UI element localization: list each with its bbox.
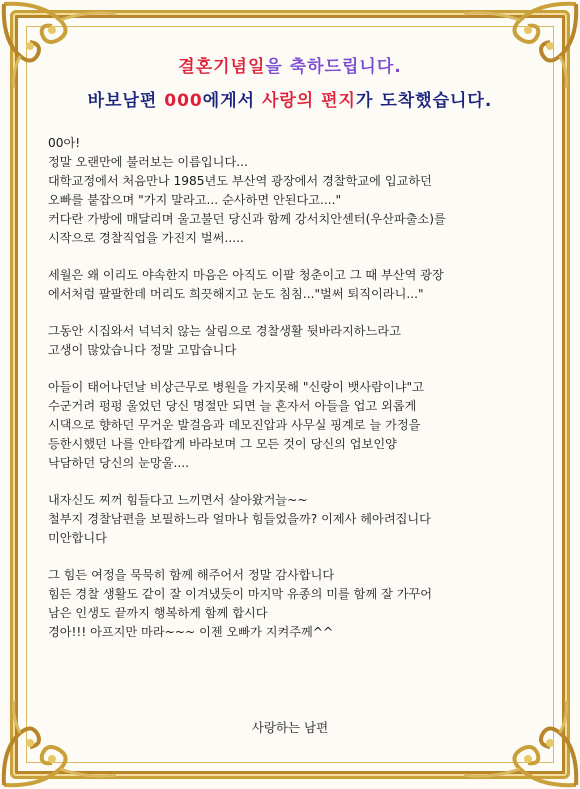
paragraph-gap: [48, 360, 548, 378]
letter-body: [48, 134, 548, 642]
letter-line: 시댁으로 향하던 무거운 발걸음과 데모진압과 사무실 핑계로 늘 가정을: [48, 418, 421, 432]
paragraph-gap: [48, 248, 548, 266]
anniversary-title: [0, 52, 580, 77]
letter-line: 철부지 경찰남편을 보필하느라 얼마나 힘들었을까? 이제사 헤아려집니다: [48, 512, 431, 526]
love-letter-text: 사랑의 편지: [261, 91, 356, 111]
title-congrats-text: 을 축하드립니다.: [265, 57, 402, 77]
letter-line: 대학교정에서 처음만나 1985년도 부산역 광장에서 경찰학교에 입교하던: [48, 174, 432, 188]
letter-line: 오빠를 붙잡으며 "가지 말라고... 순사하면 안된다고....": [48, 193, 342, 207]
sender-label: 바보남편: [87, 91, 165, 111]
letter-line: 수군거려 펑펑 울었던 당신 명절만 되면 늘 혼자서 아들을 업고 외롭게: [48, 399, 417, 413]
letter-line: 세월은 왜 이리도 야속한지 마음은 아직도 이팔 청춘이고 그 때 부산역 광장: [48, 268, 444, 282]
paragraph-gap: [48, 473, 548, 491]
signature: 사랑하는 남편: [251, 720, 329, 735]
title-from-text: 에게서: [202, 91, 262, 111]
title-anniversary-word: 결혼기념일: [178, 57, 266, 77]
letter-line: 시작으로 경찰직업을 가진지 벌써.....: [48, 231, 244, 245]
corner-ornament-icon: [0, 699, 120, 789]
paragraph-gap: [48, 304, 548, 322]
letter-line: 커다란 가방에 매달리며 울고불던 당신과 함께 강서치안센터(우산파출소)를: [48, 212, 446, 226]
letter-line: 내자신도 찌꺼 힘들다고 느끼면서 살아왔거늘~~: [48, 493, 308, 507]
paragraph-gap: [48, 548, 548, 566]
corner-ornament-icon: [460, 699, 580, 789]
letter-line: 에서처럼 팔팔한데 머리도 희끗해지고 눈도 침침..."벌써 퇴직이라니...": [48, 287, 424, 301]
letter-arrival-title: [0, 86, 580, 111]
letter-line: 고생이 많았습니다 정말 고맙습니다: [48, 343, 237, 357]
letter-line: 낙담하던 당신의 눈망울....: [48, 456, 189, 470]
letter-line: 등한시했던 나를 안타깝게 바라보며 그 모든 것이 당신의 업보인양: [48, 437, 397, 451]
letter-line: 경아!!! 아프지만 마라~~~ 이젠 오빠가 지켜주께^^: [48, 625, 334, 639]
letter-line: 아들이 태어나던날 비상근무로 병원을 가지못해 "신랑이 뱃사람이냐"고: [48, 380, 424, 394]
letter-line: 00아!: [48, 136, 81, 150]
letter-line: 힘든 경찰 생활도 같이 잘 이겨냈듯이 마지막 유종의 미를 함께 잘 가꾸어: [48, 587, 433, 601]
letter-line: 그동안 시집와서 넉넉치 않는 살림으로 경찰생활 뒷바라지하느라고: [48, 324, 401, 338]
letter-line: 정말 오랜만에 불러보는 이름입니다...: [48, 155, 248, 169]
title-arrived-text: 가 도착했습니다.: [355, 91, 493, 111]
letter-line: 미안합니다: [48, 531, 107, 545]
sender-name: 000: [164, 91, 203, 111]
letter-line: 그 힘든 여정을 묵묵히 함께 해주어서 정말 감사합니다: [48, 568, 335, 582]
letter-line: 남은 인생도 끝까지 행복하게 함께 합시다: [48, 606, 268, 620]
